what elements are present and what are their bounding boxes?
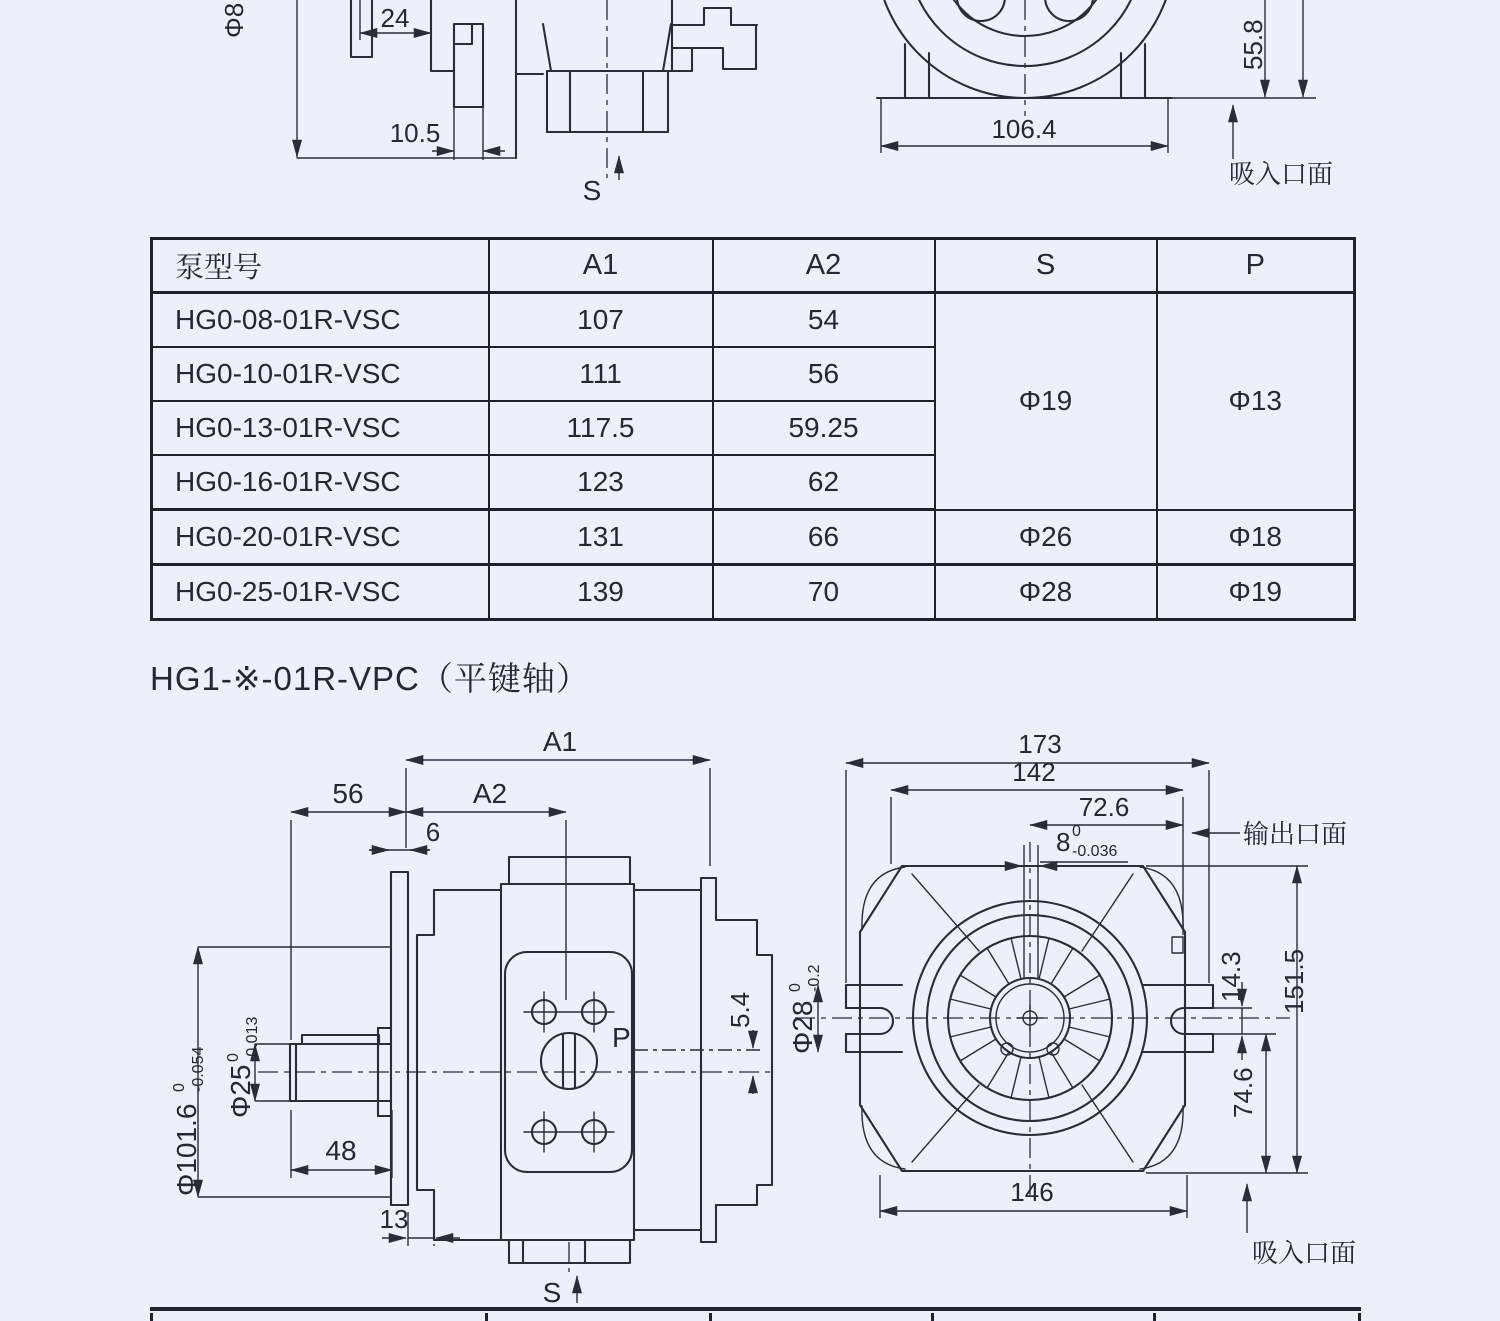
- a2-cell: 59.25: [713, 401, 935, 455]
- dim-10-5: 10.5: [389, 118, 441, 148]
- key-width-label: [1056, 823, 1117, 860]
- svg-text:-0.054: -0.054: [190, 1046, 207, 1092]
- model-cell: HG0-16-01R-VSC: [152, 455, 489, 510]
- suction-face-label: 吸入口面: [1252, 1238, 1357, 1268]
- dim-173: 173: [1018, 729, 1062, 759]
- dim-106-4: 106.4: [991, 114, 1057, 144]
- dim-6: 6: [425, 817, 441, 847]
- model-cell: HG0-08-01R-VSC: [152, 293, 489, 348]
- svg-text:0: 0: [787, 983, 804, 992]
- header-model: 泵型号: [152, 239, 489, 293]
- section-title: HG1-※-01R-VPC（平键轴）: [150, 660, 590, 697]
- a1-cell: 111: [489, 347, 713, 401]
- lower-drawings: [0, 718, 1500, 1308]
- a2-cell: 62: [713, 455, 935, 510]
- top-front-view: [875, 0, 1333, 189]
- p-cell: Φ19: [1157, 565, 1355, 620]
- table-row: [152, 510, 1355, 565]
- dim-146: 146: [1010, 1177, 1054, 1207]
- a1-cell: 131: [489, 510, 713, 565]
- dim-55-8: 55.8: [1238, 19, 1268, 70]
- suction-face-label: 吸入口面: [1229, 159, 1334, 189]
- a1-cell: 123: [489, 455, 713, 510]
- outlet-face-label: 输出口面: [1243, 819, 1348, 849]
- svg-text:Φ28: Φ28: [787, 1000, 818, 1054]
- table-row: [152, 565, 1355, 620]
- model-cell: HG0-25-01R-VSC: [152, 565, 489, 620]
- svg-text:8: 8: [1056, 827, 1071, 857]
- svg-text:0: 0: [171, 1083, 188, 1092]
- dim-48: 48: [325, 1135, 357, 1166]
- dim-14-3: 14.3: [1216, 951, 1246, 1002]
- dim-5-4: 5.4: [725, 991, 755, 1028]
- a1-cell: 107: [489, 293, 713, 348]
- next-table-partial: [150, 1307, 1361, 1321]
- dim-56: 56: [332, 778, 364, 809]
- model-cell: HG0-10-01R-VSC: [152, 347, 489, 401]
- a2-cell: 54: [713, 293, 935, 348]
- dia-25-label: [225, 1017, 261, 1118]
- a2-cell: 56: [713, 347, 935, 401]
- top-side-view: [219, 0, 757, 206]
- top-drawings: [0, 0, 1500, 233]
- dim-24: 24: [380, 3, 410, 33]
- svg-text:Φ101.6: Φ101.6: [171, 1103, 202, 1196]
- svg-text:0: 0: [225, 1053, 242, 1062]
- svg-text:Φ25: Φ25: [225, 1064, 256, 1118]
- p-cell: Φ18: [1157, 510, 1355, 565]
- header-p: P: [1157, 239, 1355, 293]
- dia-101-6-label: [171, 1047, 207, 1196]
- front-view-drawing: [787, 729, 1356, 1268]
- header-a2: A2: [713, 239, 935, 293]
- a1-cell: 139: [489, 565, 713, 620]
- s-cell: Φ28: [935, 565, 1157, 620]
- svg-text:-0.2: -0.2: [806, 964, 823, 992]
- a2-cell: 66: [713, 510, 935, 565]
- dim-72-6: 72.6: [1078, 792, 1130, 822]
- pressure-port-label: P: [612, 1022, 631, 1053]
- svg-text:0: 0: [1072, 823, 1081, 840]
- model-cell: HG0-13-01R-VSC: [152, 401, 489, 455]
- a1-cell: 117.5: [489, 401, 713, 455]
- p-cell-merged: Φ13: [1157, 293, 1355, 510]
- header-s: S: [935, 239, 1157, 293]
- a2-cell: 70: [713, 565, 935, 620]
- dim-74-6: 74.6: [1228, 1067, 1258, 1118]
- pump-spec-table: [150, 237, 1356, 621]
- suction-port-label: S: [582, 175, 602, 206]
- table-row: [152, 293, 1355, 348]
- header-a1: A1: [489, 239, 713, 293]
- dim-151-5: 151.5: [1279, 948, 1309, 1014]
- dim-13: 13: [379, 1204, 409, 1234]
- table-header-row: [152, 239, 1355, 293]
- dim-142: 142: [1012, 757, 1056, 787]
- suction-port-label: S: [542, 1277, 562, 1308]
- s-cell-merged: Φ19: [935, 293, 1157, 510]
- dia-partial-label: Φ8: [219, 2, 249, 38]
- s-cell: Φ26: [935, 510, 1157, 565]
- dim-a2: A2: [472, 778, 508, 809]
- model-cell: HG0-20-01R-VSC: [152, 510, 489, 565]
- dim-a1: A1: [542, 726, 578, 757]
- svg-text:-0.013: -0.013: [244, 1016, 261, 1062]
- side-view-drawing: [171, 726, 772, 1308]
- svg-text:-0.036: -0.036: [1072, 843, 1118, 860]
